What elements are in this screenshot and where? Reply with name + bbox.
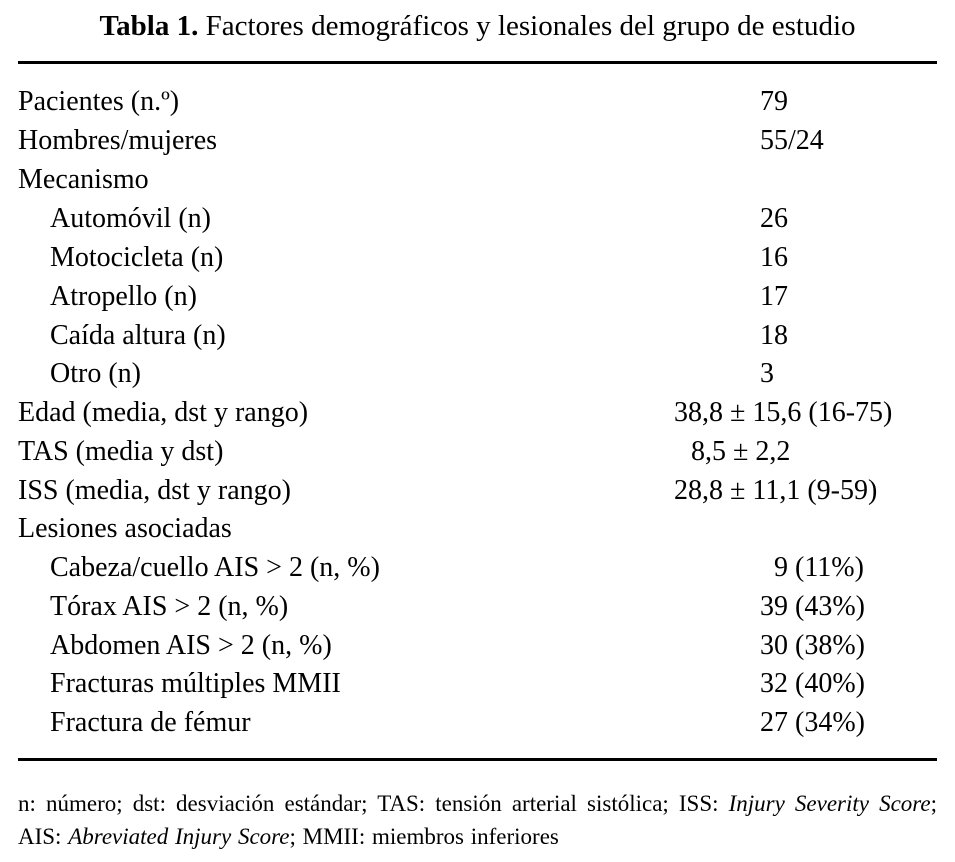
row-label: Abdomen AIS > 2 (n, %) xyxy=(50,630,332,661)
row-value: 26 xyxy=(760,203,788,234)
table-row xyxy=(0,704,955,742)
row-label: Otro (n) xyxy=(50,358,141,389)
row-label: Caída altura (n) xyxy=(50,320,226,351)
table-row xyxy=(0,549,955,587)
row-value: 8,5 ± 2,2 xyxy=(691,436,791,467)
row-value: 32 (40%) xyxy=(760,668,865,699)
row-value: 17 xyxy=(760,281,788,312)
row-label: Hombres/mujeres xyxy=(18,125,218,156)
row-label: Pacientes (n.º) xyxy=(18,86,180,117)
table-row xyxy=(0,317,955,355)
table-title-text: Factores demográficos y lesionales del grupo de estudio xyxy=(205,10,856,42)
row-label: Atropello (n) xyxy=(50,281,197,312)
table-row xyxy=(0,588,955,626)
footnote-text: ; AIS: xyxy=(18,791,937,849)
row-value: 30 (38%) xyxy=(760,630,865,661)
row-value: 55/24 xyxy=(760,125,824,156)
row-label: Cabeza/cuello AIS > 2 (n, %) xyxy=(50,552,380,583)
row-value: 27 (34%) xyxy=(760,707,865,738)
row-label: Edad (media, dst y rango) xyxy=(18,397,309,428)
table-row xyxy=(0,627,955,665)
table-row xyxy=(0,122,955,160)
row-label: Motocicleta (n) xyxy=(50,242,224,273)
table-row xyxy=(0,239,955,277)
row-label: Fracturas múltiples MMII xyxy=(50,668,341,699)
row-label: Lesiones asociadas xyxy=(18,513,232,544)
table-row xyxy=(0,665,955,703)
row-label: ISS (media, dst y rango) xyxy=(18,475,291,506)
row-value: 16 xyxy=(760,242,788,273)
table-title xyxy=(0,6,955,46)
table-row xyxy=(0,394,955,432)
table-row xyxy=(0,510,955,548)
table-row xyxy=(0,355,955,393)
footnote-ais-full: Abreviated Injury Score xyxy=(68,824,290,849)
row-value: 28,8 ± 11,1 (9-59) xyxy=(674,475,878,506)
table-row xyxy=(0,200,955,238)
row-value: 9 (11%) xyxy=(774,552,864,583)
row-label: Mecanismo xyxy=(18,164,149,195)
row-label: TAS (media y dst) xyxy=(18,436,224,467)
row-label: Fractura de fémur xyxy=(50,707,251,738)
table-title-label: Tabla 1. xyxy=(99,10,199,42)
row-value: 3 xyxy=(760,358,774,389)
row-value: 38,8 ± 15,6 (16-75) xyxy=(674,397,893,428)
row-value: 79 xyxy=(760,86,788,117)
footnote-text: n: número; dst: desviación estándar; TAS: tensión arterial sistólica; ISS: xyxy=(18,791,729,816)
footnote-text: ; MMII: miembros inferiores xyxy=(289,824,559,849)
table-row xyxy=(0,161,955,199)
row-label: Automóvil (n) xyxy=(50,203,211,234)
row-value: 39 (43%) xyxy=(760,591,865,622)
table-row xyxy=(0,472,955,510)
top-rule xyxy=(18,61,937,64)
table-footnote xyxy=(18,787,937,853)
footnote-iss-full: Injury Severity Score xyxy=(728,791,931,816)
table-row xyxy=(0,83,955,121)
row-label: Tórax AIS > 2 (n, %) xyxy=(50,591,289,622)
table-row xyxy=(0,278,955,316)
bottom-rule xyxy=(18,758,937,761)
row-value: 18 xyxy=(760,320,788,351)
table-row xyxy=(0,433,955,471)
